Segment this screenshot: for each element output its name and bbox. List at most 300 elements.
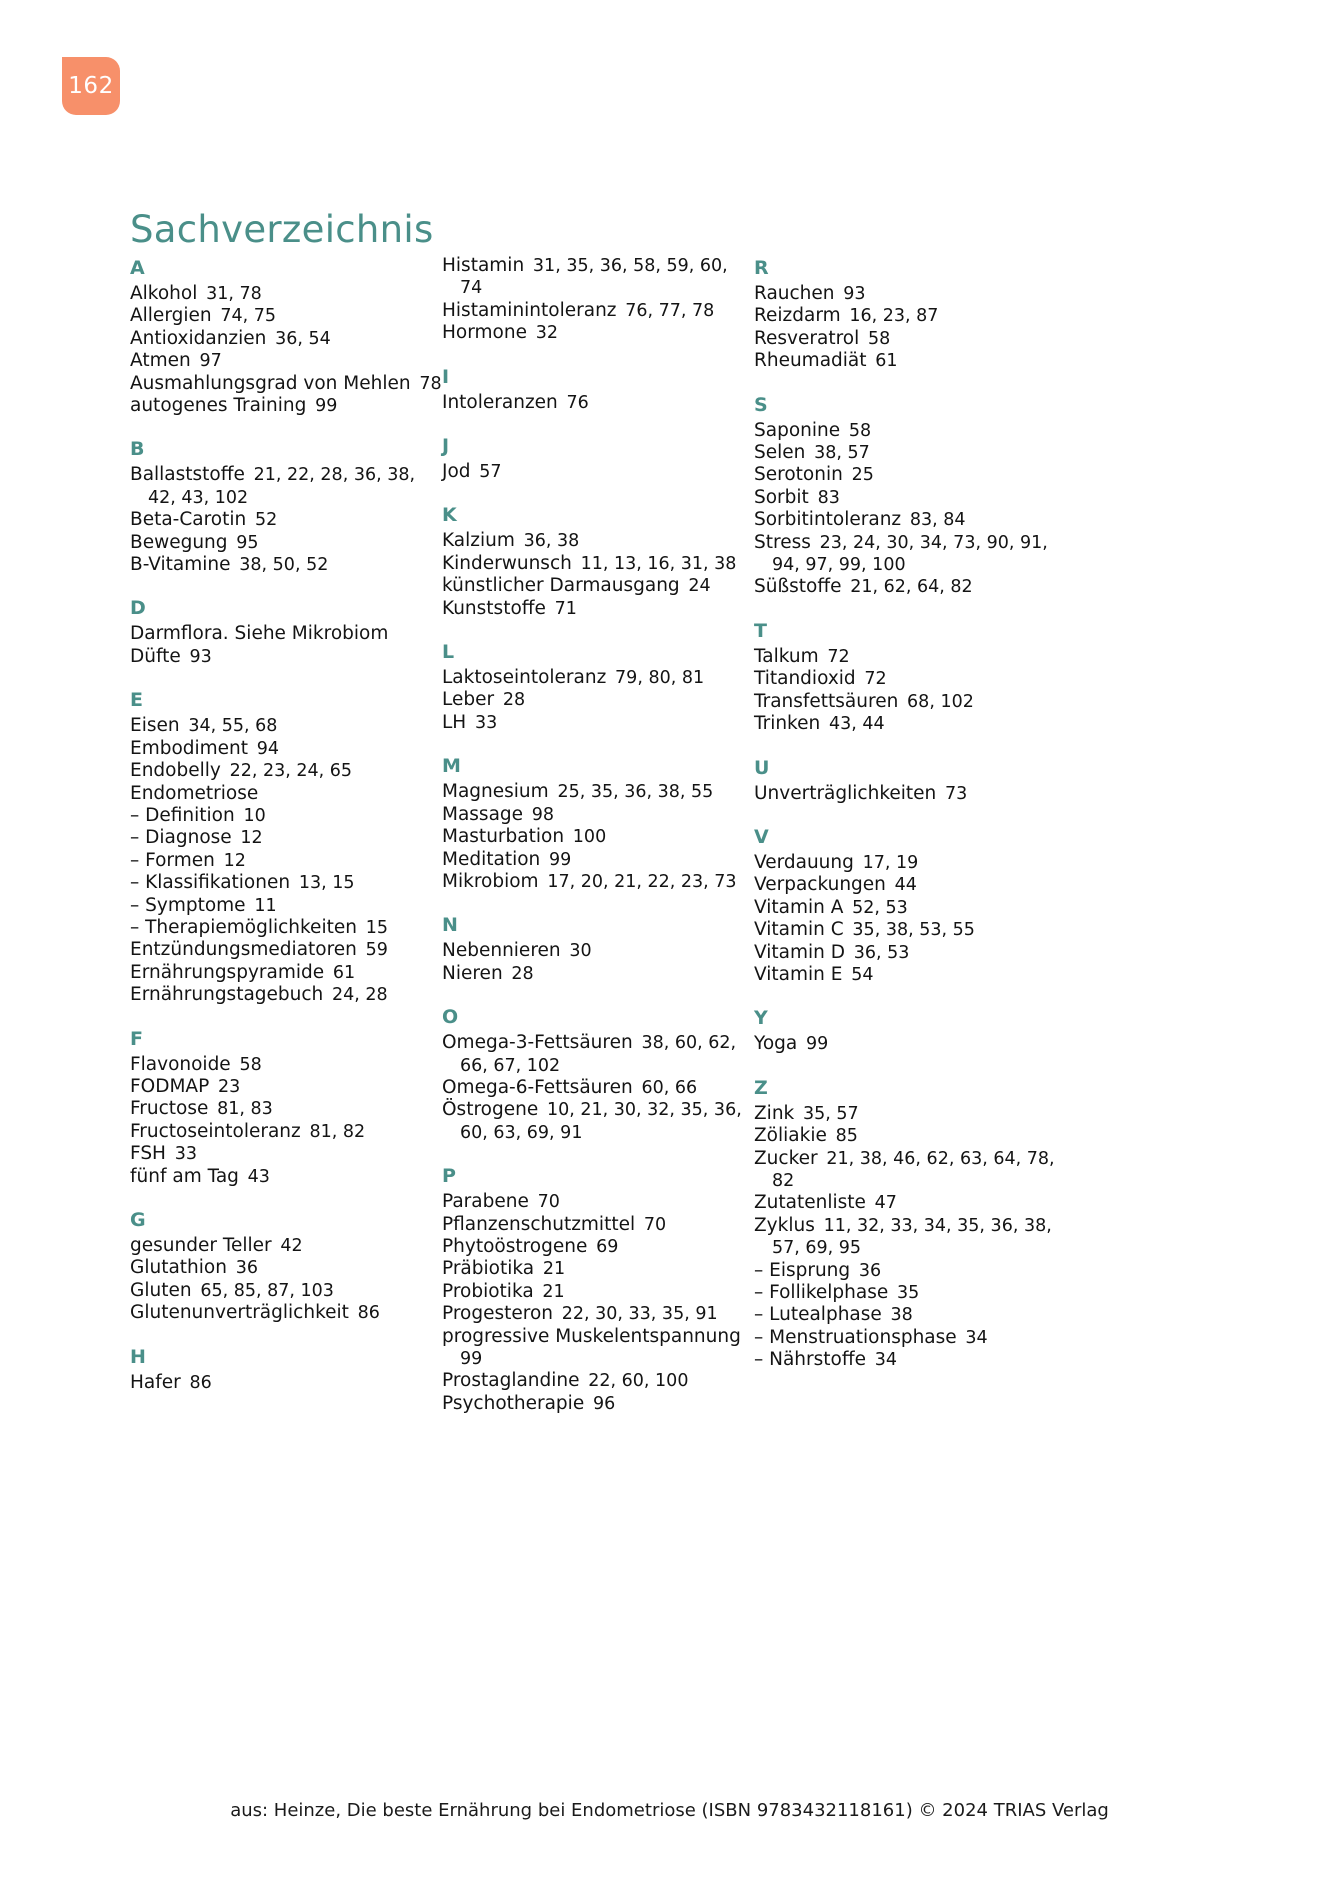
index-letter-group — [442, 639, 754, 734]
index-entry — [130, 464, 442, 509]
index-entry-locators: 61 — [324, 962, 356, 983]
index-entry-term: Trinken — [754, 713, 821, 735]
index-entry — [754, 442, 1066, 464]
index-entry-term: Unverträglichkeiten — [754, 782, 937, 804]
index-entry-term: – Menstruationsphase — [754, 1326, 957, 1348]
index-entry-term: – Follikelphase — [754, 1282, 889, 1303]
index-entry-locators: 61 — [866, 351, 898, 372]
index-entry-locators: 24, 28 — [323, 985, 388, 1006]
index-entry-term: progressive Muskelentspannung — [442, 1325, 741, 1347]
index-letter-group — [754, 1005, 1066, 1055]
index-entry-locators: 81, 83 — [208, 1099, 273, 1120]
index-entry — [130, 509, 442, 531]
index-entry-term: Resveratrol — [754, 327, 860, 349]
index-entry-term: gesunder Teller — [130, 1235, 272, 1256]
index-letter-heading: L — [442, 641, 455, 664]
index-entry-locators: 16, 23, 87 — [840, 306, 939, 327]
index-entry — [442, 300, 754, 322]
index-entry-term: Östrogene — [442, 1099, 539, 1121]
index-entry — [130, 1076, 442, 1098]
index-entry-locators: 54 — [842, 964, 874, 985]
index-letter-group — [754, 392, 1066, 599]
index-entry-locators: 25, 35, 36, 38, 55 — [548, 782, 714, 803]
index-subentry — [754, 1282, 1066, 1304]
index-entry-locators: 96 — [584, 1393, 616, 1414]
index-entry-term: Nebennieren — [442, 940, 561, 962]
index-entry — [130, 715, 442, 737]
index-entry-locators: 24 — [679, 576, 711, 597]
index-entry-term: Eisen — [130, 715, 180, 737]
index-letter-heading: G — [130, 1209, 146, 1231]
index-entry — [442, 322, 754, 344]
index-letter-heading: N — [442, 914, 459, 937]
index-letter-group — [442, 364, 754, 414]
index-entry-locators: 11 — [245, 895, 277, 916]
index-entry — [442, 461, 754, 483]
index-letter-heading: Y — [754, 1007, 768, 1030]
index-entry-locators: 36, 53 — [845, 942, 910, 963]
index-entry — [130, 1143, 442, 1165]
index-subentry — [130, 805, 442, 827]
index-entry-term: Zucker — [754, 1147, 818, 1169]
index-entry-locators: 31, 78 — [197, 284, 262, 304]
index-entry-locators: 17, 20, 21, 22, 23, 73 — [538, 871, 737, 892]
index-entry — [442, 1032, 754, 1077]
index-letter-heading: T — [754, 619, 768, 642]
index-subentry — [754, 1304, 1066, 1326]
index-entry-locators: 36 — [850, 1260, 882, 1281]
index-entry-term: Stress — [754, 531, 811, 553]
index-entry — [442, 689, 754, 711]
index-entry-locators: 71 — [545, 598, 577, 619]
index-letter-group — [754, 618, 1066, 736]
index-letter-group — [442, 433, 754, 483]
index-entry-locators: 21, 22, 28, 36, 38, 42, 43, 102 — [148, 465, 416, 508]
index-entry — [442, 575, 754, 597]
index-entry-term: Beta-Carotin — [130, 509, 247, 531]
index-entry-locators: 23, 24, 30, 34, 73, 90, 91, 94, 97, 99, 100 — [772, 532, 1048, 576]
index-entry-term: Omega-3-Fettsäuren — [442, 1032, 633, 1054]
index-entry-term: Ernährungspyramide — [130, 961, 325, 983]
index-entry-term: Kinderwunsch — [442, 552, 572, 574]
index-column — [130, 255, 442, 1415]
index-entry — [754, 305, 1066, 327]
index-entry — [754, 1033, 1066, 1055]
index-entry-term: Rauchen — [754, 283, 835, 304]
index-entry — [442, 1326, 754, 1371]
index-entry-term: Gluten — [130, 1279, 192, 1301]
index-entry-term: Titandioxid — [754, 668, 856, 690]
index-entry-term: Alkohol — [130, 283, 198, 304]
index-entry-term: Serotonin — [754, 464, 843, 486]
index-entry-term: – Definition — [130, 804, 235, 826]
index-entry-locators: 65, 85, 87, 103 — [191, 1280, 334, 1301]
index-entry-term: – Klassifikationen — [130, 872, 291, 894]
index-entry-term: Allergien — [130, 305, 212, 327]
index-entry-locators: 21, 38, 46, 62, 63, 64, 78, 82 — [772, 1148, 1055, 1191]
index-entry — [442, 826, 754, 848]
index-entry-term: Präbiotika — [442, 1258, 535, 1280]
index-letter-group — [754, 824, 1066, 986]
index-entry — [442, 804, 754, 826]
index-entry-term: Entzündungsmediatoren — [130, 939, 357, 961]
index-entry-term: – Diagnose — [130, 827, 232, 849]
index-entry — [130, 623, 442, 645]
index-entry-term: Zöliakie — [754, 1125, 827, 1147]
index-entry — [130, 1166, 442, 1188]
index-entry — [130, 1372, 442, 1394]
index-entry-locators: 52, 53 — [843, 897, 908, 918]
index-subentry — [130, 872, 442, 894]
index-entry — [754, 942, 1066, 964]
index-entry-term: Zutatenliste — [754, 1192, 866, 1214]
index-entry — [130, 646, 442, 668]
index-subentry — [130, 917, 442, 939]
index-letter-group — [442, 912, 754, 985]
index-entry — [130, 1302, 442, 1324]
index-entry-term: Embodiment — [130, 737, 249, 759]
index-entry-locators: 97 — [190, 351, 222, 372]
index-entry-locators: 38, 60, 62, 66, 67, 102 — [460, 1033, 737, 1076]
index-entry-term: Reizdarm — [754, 305, 841, 327]
index-letter-heading: A — [130, 257, 145, 279]
index-entry-locators: 86 — [180, 1372, 212, 1393]
index-entry-locators: 11, 13, 16, 31, 38 — [571, 553, 737, 574]
index-entry-locators: 99 — [797, 1034, 829, 1055]
index-letter-group — [130, 1026, 442, 1188]
index-letter-heading: M — [442, 755, 462, 778]
index-entry — [754, 532, 1066, 577]
index-entry — [442, 1099, 754, 1144]
index-entry-term: Transfettsäuren — [754, 690, 899, 712]
index-entry-term: Vitamin A — [754, 896, 844, 918]
index-entry — [442, 1236, 754, 1258]
index-entry-locators: 10, 21, 30, 32, 35, 36, 60, 63, 69, 91 — [460, 1100, 742, 1143]
index-entry-term: Masturbation — [442, 826, 565, 848]
index-letter-heading: Z — [754, 1076, 768, 1099]
index-entry-term: Talkum — [754, 645, 819, 667]
index-entry-term: Phytoöstrogene — [442, 1235, 588, 1257]
index-entry — [754, 283, 1066, 305]
index-entry-locators: 99 — [306, 396, 338, 417]
index-entry — [754, 1125, 1066, 1147]
index-entry-term: Omega-6-Fettsäuren — [442, 1076, 633, 1098]
index-entry-term: Verdauung — [754, 851, 854, 873]
index-entry-locators: 30 — [560, 941, 592, 962]
index-entry-locators: 25 — [842, 465, 874, 486]
index-entry-term: Glutathion — [130, 1257, 227, 1279]
index-entry — [442, 1077, 754, 1099]
index-entry-term: Progesteron — [442, 1303, 553, 1325]
index-letter-heading: R — [754, 257, 769, 279]
index-entry — [442, 849, 754, 871]
index-entry-locators: 73 — [936, 783, 968, 804]
index-entry-locators: 33 — [466, 712, 498, 733]
index-entry-term: B-Vitamine — [130, 554, 231, 576]
index-entry — [442, 530, 754, 552]
index-entry-locators: 69 — [587, 1236, 619, 1257]
index-letter-group — [442, 1004, 754, 1144]
index-entry-term: Zyklus — [754, 1214, 815, 1236]
index-entry — [442, 963, 754, 985]
index-entry — [754, 964, 1066, 986]
index-entry-term: Zink — [754, 1102, 795, 1124]
index-entry-locators: 34 — [865, 1350, 898, 1371]
index-subentry — [130, 827, 442, 849]
index-entry-locators: 94 — [248, 738, 280, 759]
index-entry-locators: 35, 38, 53, 55 — [843, 920, 975, 941]
index-entry-locators: 70 — [528, 1192, 560, 1213]
index-letter-group — [442, 255, 754, 345]
index-entry — [754, 350, 1066, 372]
index-entry-locators: 34 — [956, 1327, 988, 1348]
index-entry — [754, 897, 1066, 919]
index-columns — [130, 255, 1210, 1415]
index-entry — [442, 1214, 754, 1236]
index-entry-term: Parabene — [442, 1191, 529, 1213]
index-letter-heading: P — [442, 1165, 457, 1188]
index-entry — [130, 984, 442, 1006]
index-entry-locators: 78 — [410, 373, 442, 394]
index-entry — [754, 1192, 1066, 1214]
index-entry-locators: 72 — [855, 669, 887, 690]
index-letter-group — [442, 502, 754, 620]
index-entry — [130, 283, 442, 305]
index-column — [754, 255, 1066, 1415]
index-entry-term: Verpackungen — [754, 874, 886, 896]
index-entry-locators: 15 — [356, 917, 388, 938]
index-entry — [754, 874, 1066, 896]
index-letter-heading: E — [130, 689, 144, 712]
index-entry — [754, 1215, 1066, 1260]
index-entry-term: Vitamin D — [754, 941, 845, 963]
index-letter-group — [130, 1207, 442, 1325]
index-entry-locators: 52 — [246, 510, 278, 531]
index-entry — [442, 598, 754, 620]
index-entry-term: Kunststoffe — [442, 597, 546, 619]
index-entry-term: Histaminintoleranz — [442, 299, 617, 321]
index-entry-term: Antioxidanzien — [130, 327, 267, 349]
index-entry — [754, 328, 1066, 350]
index-entry-term: Yoga — [754, 1033, 798, 1055]
index-entry-locators: 11, 32, 33, 34, 35, 36, 38, 57, 69, 95 — [772, 1215, 1052, 1259]
index-entry — [754, 420, 1066, 442]
index-entry — [754, 691, 1066, 713]
index-entry — [130, 1235, 442, 1257]
index-entry-locators: 83, 84 — [901, 510, 966, 531]
index-entry-locators: 57 — [470, 462, 502, 483]
index-entry-locators: 31, 35, 36, 58, 59, 60, 74 — [460, 256, 728, 299]
index-entry-locators: 22, 23, 24, 65 — [220, 761, 353, 782]
index-entry — [442, 1393, 754, 1415]
index-entry — [442, 712, 754, 734]
index-entry-locators: 21 — [534, 1259, 566, 1280]
index-entry-term: – Formen — [130, 849, 215, 871]
index-entry — [130, 760, 442, 782]
index-entry-locators: 60, 66 — [632, 1077, 698, 1098]
index-entry-term: Vitamin C — [754, 919, 844, 941]
index-entry-locators: 44 — [885, 875, 917, 896]
index-entry-term: Endometriose — [130, 782, 259, 804]
index-entry — [754, 713, 1066, 735]
index-entry — [442, 1370, 754, 1392]
index-entry — [130, 1257, 442, 1279]
index-entry-term: Pflanzenschutzmittel — [442, 1213, 636, 1235]
index-entry-term: Sorbitintoleranz — [754, 509, 902, 531]
index-entry-term: autogenes Training — [130, 395, 307, 417]
index-subentry — [754, 1349, 1066, 1371]
index-entry-term: Leber — [442, 689, 495, 711]
index-letter-group — [130, 687, 442, 1006]
index-entry-term: Probiotika — [442, 1280, 534, 1302]
index-entry — [130, 532, 442, 554]
index-entry — [130, 1280, 442, 1302]
footer-source-note: aus: Heinze, Die beste Ernährung bei Endometriose (ISBN 9783432118161) © 2024 TRIAS Verlag — [230, 1800, 1109, 1821]
index-entry-locators: 10 — [234, 805, 266, 826]
index-entry-term: Psychotherapie — [442, 1392, 585, 1414]
index-entry-term: Intoleranzen — [442, 391, 558, 413]
index-entry — [442, 1191, 754, 1213]
index-entry-term: Nieren — [442, 962, 503, 984]
index-letter-group — [754, 755, 1066, 805]
page-number-badge: 162 — [62, 57, 120, 115]
index-entry — [754, 668, 1066, 690]
index-entry-term: Kalzium — [442, 530, 515, 552]
index-entry-term: künstlicher Darmausgang — [442, 575, 680, 597]
index-entry-term: Vitamin E — [754, 963, 843, 985]
index-entry-locators: 32 — [526, 323, 558, 344]
index-entry — [442, 667, 754, 689]
index-entry-locators: 58 — [230, 1054, 262, 1075]
index-entry — [754, 919, 1066, 941]
index-entry — [754, 576, 1066, 598]
index-entry — [130, 783, 442, 805]
index-entry-term: Flavonoide — [130, 1053, 231, 1075]
index-entry — [442, 781, 754, 803]
index-entry-term: – Symptome — [130, 894, 246, 916]
index-entry-locators: 36, 38 — [514, 531, 580, 552]
index-entry-locators: 70 — [635, 1214, 667, 1235]
index-letter-heading: V — [754, 825, 769, 848]
index-letter-group — [754, 255, 1066, 373]
index-letter-heading: O — [442, 1006, 459, 1029]
index-letter-heading: F — [130, 1027, 144, 1050]
index-entry-locators: 47 — [865, 1193, 897, 1214]
index-letter-group — [754, 1075, 1066, 1372]
index-letter-group — [130, 595, 442, 668]
index-entry-term: Glutenunverträglichkeit — [130, 1302, 349, 1324]
index-entry-locators: 17, 19 — [853, 852, 919, 873]
index-entry-term: Bewegung — [130, 531, 228, 553]
index-entry-locators: 99 — [460, 1326, 750, 1369]
index-entry-term: Atmen — [130, 350, 191, 372]
index-letter-heading: I — [442, 365, 450, 388]
index-entry-term: Ernährungstagebuch — [130, 984, 324, 1006]
index-entry — [130, 939, 442, 961]
index-entry-term: Jod — [442, 461, 471, 483]
index-subentry — [754, 1260, 1066, 1282]
index-entry — [130, 962, 442, 984]
index-letter-group — [442, 1163, 754, 1415]
index-entry-term: fünf am Tag — [130, 1165, 239, 1187]
index-entry-locators: 34, 55, 68 — [179, 716, 278, 737]
index-entry-term: LH — [442, 711, 467, 733]
index-letter-group — [130, 436, 442, 576]
index-entry — [754, 1103, 1066, 1125]
index-entry-term: Düfte — [130, 645, 181, 667]
index-entry-locators: 28 — [502, 963, 534, 984]
index-entry-locators: 68, 102 — [898, 691, 974, 712]
index-entry-locators: 83 — [808, 487, 840, 508]
index-subentry — [130, 850, 442, 872]
index-entry-term: Massage — [442, 803, 524, 825]
index-entry-term: Hafer — [130, 1371, 181, 1393]
index-entry-locators: 76, 77, 78 — [616, 300, 715, 321]
index-entry — [130, 1121, 442, 1143]
index-letter-heading: S — [754, 393, 768, 416]
index-entry-term: Laktoseintoleranz — [442, 667, 607, 689]
index-entry-term: Sorbit — [754, 486, 809, 508]
index-entry-term: – Eisprung — [754, 1259, 851, 1281]
index-entry-term: Ausmahlungsgrad von Mehlen — [130, 372, 411, 394]
index-entry-locators: 21 — [533, 1281, 565, 1302]
index-entry-term: Süßstoffe — [754, 576, 842, 598]
index-letter-heading: U — [754, 756, 770, 779]
index-entry-locators: 12 — [231, 828, 263, 849]
index-letter-heading: J — [442, 435, 450, 458]
index-entry-locators: 36, 54 — [266, 328, 331, 349]
index-entry-locators: 98 — [523, 804, 555, 825]
index-entry — [130, 738, 442, 760]
index-entry-term: – Therapiemöglichkeiten — [130, 916, 357, 938]
index-entry-locators: 13, 15 — [290, 873, 355, 894]
index-letter-heading: K — [442, 504, 457, 527]
index-entry-locators: 59 — [356, 940, 388, 961]
index-entry-locators: 58 — [859, 328, 891, 349]
index-entry-locators: 79, 80, 81 — [606, 668, 705, 689]
index-entry — [442, 1281, 754, 1303]
index-entry-locators: 81, 82 — [300, 1121, 366, 1142]
index-entry-term: Saponine — [754, 419, 841, 441]
index-entry-term: – Lutealphase — [754, 1304, 882, 1326]
index-entry-locators: 38, 50, 52 — [230, 555, 329, 576]
index-entry-locators: 42 — [271, 1236, 303, 1256]
index-entry-locators: 58 — [840, 420, 872, 441]
index-entry — [130, 1054, 442, 1076]
index-letter-group — [442, 753, 754, 893]
index-entry-locators: 76 — [557, 392, 589, 413]
index-letter-group — [130, 1344, 442, 1394]
index-entry-locators: 99 — [540, 849, 572, 870]
index-entry-locators: 38, 57 — [805, 443, 870, 464]
index-letter-heading: H — [130, 1345, 147, 1368]
index-entry-term: Hormone — [442, 322, 527, 344]
index-entry — [754, 646, 1066, 668]
index-entry-locators: 35 — [888, 1283, 920, 1303]
index-entry-locators: 43, 44 — [820, 714, 885, 735]
index-entry — [130, 1098, 442, 1120]
index-entry — [130, 328, 442, 350]
index-entry-term: Ballaststoffe — [130, 464, 245, 486]
index-column — [442, 255, 754, 1415]
index-entry-locators: 100 — [564, 827, 607, 848]
index-entry-term: FODMAP — [130, 1075, 210, 1097]
index-entry — [130, 350, 442, 372]
index-entry-term: Magnesium — [442, 781, 549, 803]
index-entry — [442, 255, 754, 300]
index-letter-heading: D — [130, 597, 146, 620]
index-entry-term: Prostaglandine — [442, 1370, 580, 1392]
